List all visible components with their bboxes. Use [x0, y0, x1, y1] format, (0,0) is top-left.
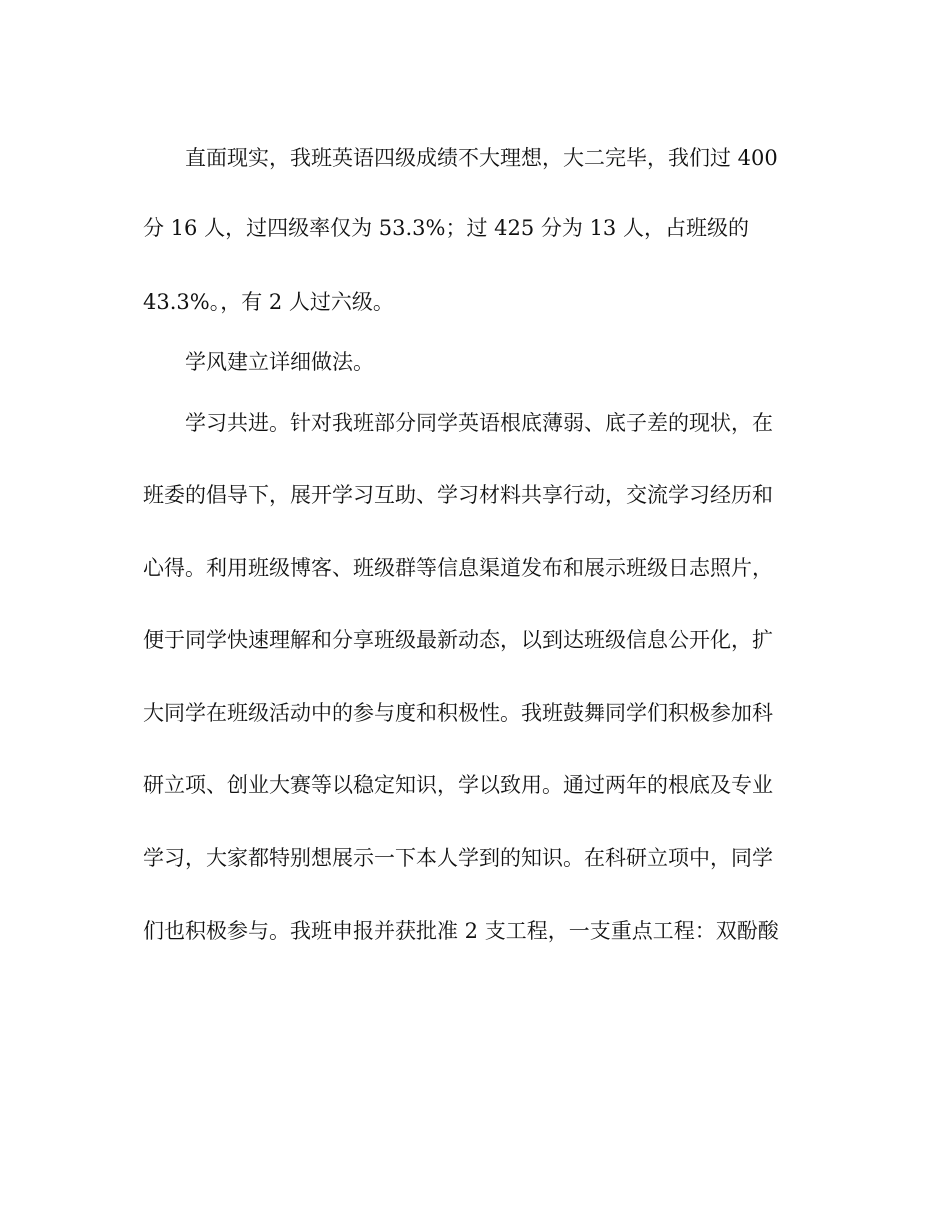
paragraph-line: 分 16 人，过四级率仅为 53.3%；过 425 分为 13 人，占班级的 [143, 216, 749, 240]
paragraph-line: 学习，大家都特别想展示一下本人学到的知识。在科研立项中，同学 [143, 846, 773, 870]
paragraph-line: 研立项、创业大赛等以稳定知识，学以致用。通过两年的根底及专业 [143, 773, 773, 797]
paragraph-line: 学习共进。针对我班部分同学英语根底薄弱、底子差的现状，在 [185, 411, 773, 435]
paragraph-line: 43.3%。，有 2 人过六级。 [143, 290, 394, 314]
paragraph-line: 们也积极参与。我班申报并获批准 2 支工程，一支重点工程：双酚酸 [143, 919, 779, 943]
paragraph-line: 便于同学快速理解和分享班级最新动态，以到达班级信息公开化，扩 [143, 628, 773, 652]
paragraph-line: 心得。利用班级博客、班级群等信息渠道发布和展示班级日志照片， [143, 556, 773, 580]
paragraph-line: 直面现实，我班英语四级成绩不大理想，大二完毕，我们过 400 [185, 146, 778, 170]
paragraph-line: 班委的倡导下，展开学习互助、学习材料共享行动，交流学习经历和 [143, 483, 773, 507]
paragraph-line: 大同学在班级活动中的参与度和积极性。我班鼓舞同学们积极参加科 [143, 701, 773, 725]
section-heading: 学风建立详细做法。 [185, 350, 374, 374]
